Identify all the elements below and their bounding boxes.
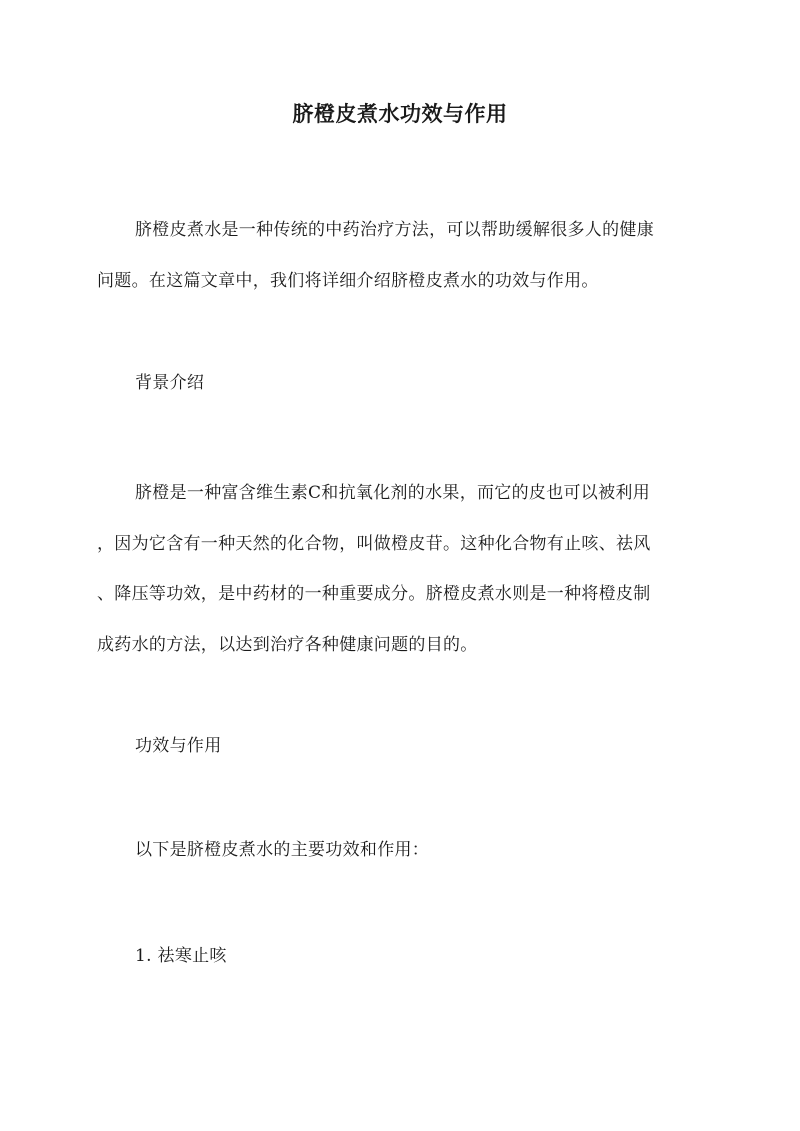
intro-paragraph: [97, 205, 701, 306]
intro-line-2: 问题。在这篇文章中，我们将详细介绍脐橙皮煮水的功效与作用。: [97, 270, 599, 291]
background-heading: 背景介绍: [135, 373, 205, 393]
background-line-1: 脐橙是一种富含维生素C和抗氧化剂的水果，而它的皮也可以被利用: [135, 483, 651, 503]
effects-heading: 功效与作用: [135, 736, 222, 756]
background-paragraph: [97, 468, 701, 670]
list-item-1: 1. 祛寒止咳: [135, 946, 227, 966]
background-line-2: ，因为它含有一种天然的化合物，叫做橙皮苷。这种化合物有止咳、祛风: [97, 533, 651, 554]
background-line-4: 成药水的方法，以达到治疗各种健康问题的目的。: [97, 634, 478, 655]
effects-intro: 以下是脐橙皮煮水的主要功效和作用：: [135, 840, 430, 860]
page-title: 脐橙皮煮水功效与作用: [292, 101, 508, 126]
background-line-3: 、降压等功效，是中药材的一种重要成分。脐橙皮煮水则是一种将橙皮制: [97, 584, 651, 604]
intro-line-1: 脐橙皮煮水是一种传统的中药治疗方法，可以帮助缓解很多人的健康: [135, 220, 654, 240]
